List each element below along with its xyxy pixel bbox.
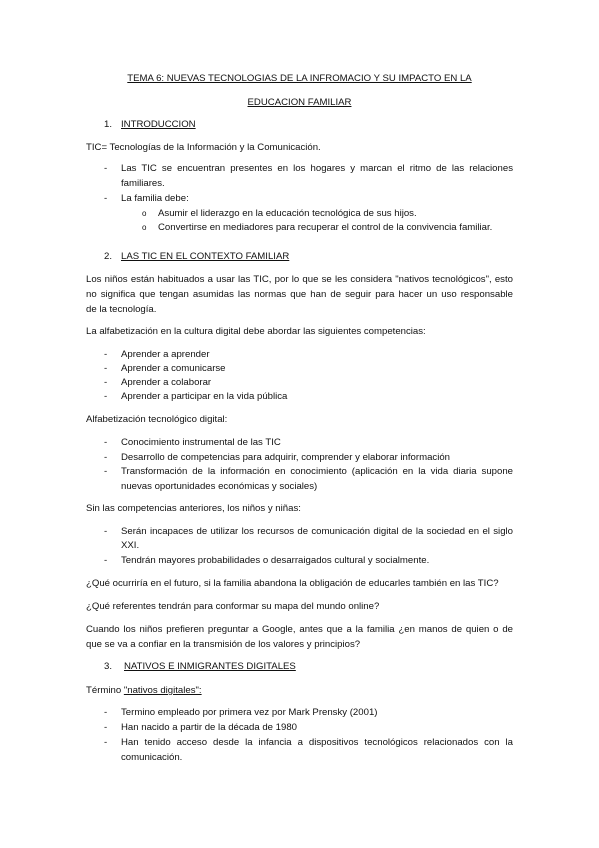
question-2: ¿Qué referentes tendrán para conformar su mapa del mundo online? xyxy=(86,601,380,612)
intro-bullet-1-line-1: Las TIC se encuentran presentes en los hogares y marcan el ritmo de las relaciones xyxy=(121,163,513,174)
para-2: La alfabetización en la cultura digital debe abordar las siguientes competencias: xyxy=(86,326,426,337)
bullet-dash: - xyxy=(104,437,108,448)
section-1-heading: INTRODUCCION xyxy=(121,119,196,130)
tic-definition: TIC= Tecnologías de la Información y la Comunicación. xyxy=(86,142,321,153)
literacy-item-1: Conocimiento instrumental de las TIC xyxy=(121,437,281,448)
bullet-dash: - xyxy=(104,193,108,204)
native-item-3-line-1: Han tenido acceso desde la infancia a dispositivos tecnológicos relacionados con la xyxy=(121,737,513,748)
bullet-dash: - xyxy=(104,466,108,477)
competence-item: Aprender a comunicarse xyxy=(121,363,226,374)
literacy-item-3-line-1: Transformación de la información en conocimiento (aplicación en la vida diaria supone xyxy=(121,466,513,477)
native-item-1: Termino empleado por primera vez por Mark Prensky (2001) xyxy=(121,707,378,718)
bullet-dash: - xyxy=(104,722,108,733)
sub-bullet-1: Asumir el liderazgo en la educación tecnológica de sus hijos. xyxy=(158,208,417,219)
without-item-1-line-2: XXI. xyxy=(121,540,140,551)
bullet-dash: - xyxy=(104,391,108,402)
without-item-1-line-1: Serán incapaces de utilizar los recursos de comunicación digital de la sociedad en el siglo xyxy=(121,526,513,537)
circle-bullet-icon: o xyxy=(142,223,147,232)
without-item-2: Tendrán mayores probabilidades o desarraigados cultural y socialmente. xyxy=(121,555,430,566)
title-line-1: TEMA 6: NUEVAS TECNOLOGIAS DE LA INFROMACIO Y SU IMPACTO EN LA xyxy=(127,73,472,84)
para-1-line-1: Los niños están habituados a usar las TIC, por lo que se les considera "nativos tecnológicos", esto xyxy=(86,274,513,285)
competence-item: Aprender a participar en la vida pública xyxy=(121,391,288,402)
bullet-dash: - xyxy=(104,526,108,537)
term-prefix: Término xyxy=(86,685,124,696)
term-line xyxy=(86,685,202,697)
bullet-dash: - xyxy=(104,707,108,718)
section-2-number: 2. xyxy=(104,251,113,262)
bullet-dash: - xyxy=(104,363,108,374)
native-item-2: Han nacido a partir de la década de 1980 xyxy=(121,722,298,733)
circle-bullet-icon: o xyxy=(142,209,147,218)
bullet-dash: - xyxy=(104,377,108,388)
bullet-dash: - xyxy=(104,452,108,463)
para-3: Alfabetización tecnológico digital: xyxy=(86,414,228,425)
para-5-line-1: Cuando los niños prefieren preguntar a Google, antes que a la familia ¿en manos de quien o de xyxy=(86,624,513,635)
para-1-line-3: de la tecnología. xyxy=(86,304,157,315)
para-4: Sin las competencias anteriores, los niños y niñas: xyxy=(86,503,301,514)
bullet-dash: - xyxy=(104,555,108,566)
section-2-heading: LAS TIC EN EL CONTEXTO FAMILIAR xyxy=(121,251,290,262)
bullet-dash: - xyxy=(104,163,108,174)
section-3-heading: NATIVOS E INMIGRANTES DIGITALES xyxy=(124,661,296,672)
bullet-dash: - xyxy=(104,349,108,360)
literacy-item-2: Desarrollo de competencias para adquirir, comprender y elaborar información xyxy=(121,452,451,463)
term-underlined: "nativos digitales": xyxy=(123,685,202,696)
competence-item: Aprender a aprender xyxy=(121,349,210,360)
native-item-3-line-2: comunicación. xyxy=(121,752,183,763)
intro-bullet-2: La familia debe: xyxy=(121,193,189,204)
section-3-number: 3. xyxy=(104,661,113,672)
competence-item: Aprender a colaborar xyxy=(121,377,212,388)
bullet-dash: - xyxy=(104,737,108,748)
intro-bullet-1-line-2: familiares. xyxy=(121,178,165,189)
literacy-item-3-line-2: nuevas oportunidades económicas y sociales) xyxy=(121,481,318,492)
title-line-2: EDUCACION FAMILIAR xyxy=(247,97,352,108)
question-1: ¿Qué ocurriría en el futuro, si la familia abandona la obligación de educarles también en las TIC? xyxy=(86,578,499,589)
para-5-line-2: que se va a confiar en la transmisión de los valores y principios? xyxy=(86,639,361,650)
section-1-number: 1. xyxy=(104,119,113,130)
para-1-line-2: no significa que tengan asumidas las normas que han de seguir para hacer un uso responsable xyxy=(86,289,513,300)
sub-bullet-2: Convertirse en mediadores para recuperar el control de la convivencia familiar. xyxy=(158,222,493,233)
